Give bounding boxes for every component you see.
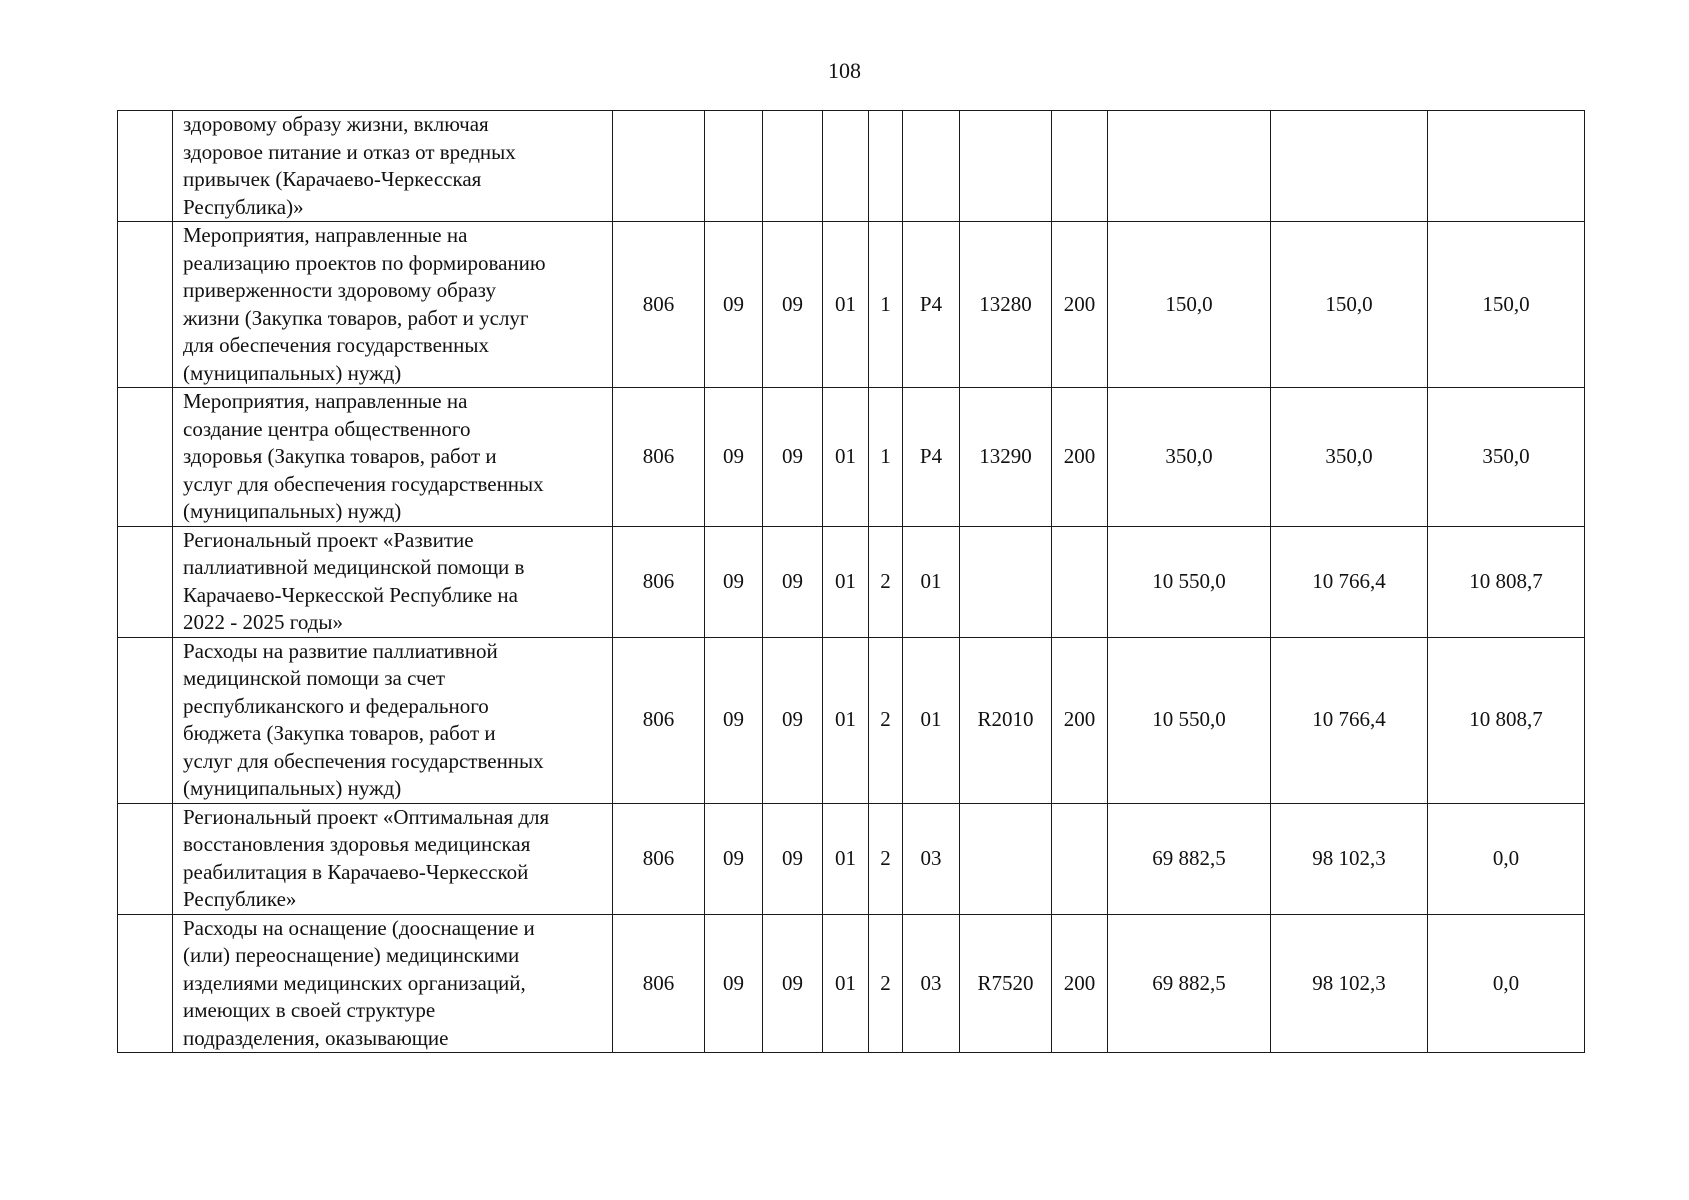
description-line: Республике»: [183, 887, 297, 911]
description-line: здоровому образу жизни, включая: [183, 112, 489, 136]
amount-year-1-cell: 350,0: [1108, 388, 1271, 527]
expense-type-code-cell: [1052, 111, 1108, 222]
amount-year-3-cell: 350,0: [1428, 388, 1585, 527]
amount-year-2-cell: [1271, 111, 1428, 222]
amount-year-2-cell: 10 766,4: [1271, 637, 1428, 803]
description-cell: [173, 222, 613, 388]
event-code-cell: 01: [903, 526, 960, 637]
event-code-cell: [903, 111, 960, 222]
description-line: привычек (Карачаево-Черкесская: [183, 167, 482, 191]
subprogram-code-cell: 2: [869, 914, 903, 1053]
section-code-cell: 09: [705, 637, 763, 803]
program-code-cell: 01: [823, 526, 869, 637]
amount-year-3-cell: 10 808,7: [1428, 637, 1585, 803]
grbs-code-cell: 806: [613, 526, 705, 637]
amount-year-2-cell: 10 766,4: [1271, 526, 1428, 637]
expense-type-code-cell: 200: [1052, 388, 1108, 527]
row-number-cell: [118, 914, 173, 1053]
subsection-code-cell: 09: [763, 222, 823, 388]
description-line: подразделения, оказывающие: [183, 1025, 449, 1050]
description-line: для обеспечения государственных: [183, 333, 489, 357]
table-row: [118, 222, 1585, 388]
description-line: медицинской помощи за счет: [183, 666, 446, 690]
description-cell: [173, 526, 613, 637]
program-code-cell: 01: [823, 914, 869, 1053]
grbs-code-cell: [613, 111, 705, 222]
description-line: услуг для обеспечения государственных: [183, 471, 544, 496]
direction-code-cell: [960, 111, 1052, 222]
grbs-code-cell: 806: [613, 803, 705, 914]
program-code-cell: [823, 111, 869, 222]
description-line: (муниципальных) нужд): [183, 360, 402, 385]
row-number-cell: [118, 222, 173, 388]
description-line: услуг для обеспечения государственных: [183, 748, 544, 773]
table-row: [118, 388, 1585, 527]
direction-code-cell: 13290: [960, 388, 1052, 527]
subsection-code-cell: 09: [763, 803, 823, 914]
direction-code-cell: R2010: [960, 637, 1052, 803]
description-line: Региональный проект «Оптимальная для: [183, 804, 550, 829]
subsection-code-cell: 09: [763, 914, 823, 1053]
event-code-cell: 03: [903, 914, 960, 1053]
direction-code-cell: R7520: [960, 914, 1052, 1053]
description-line: жизни (Закупка товаров, работ и услуг: [183, 305, 529, 330]
grbs-code-cell: 806: [613, 388, 705, 527]
description-line: Республика)»: [183, 194, 304, 219]
amount-year-2-cell: 350,0: [1271, 388, 1428, 527]
description-line: здоровое питание и отказ от вредных: [183, 139, 516, 164]
description-line: приверженности здоровому образу: [183, 278, 497, 302]
description-cell: [173, 803, 613, 914]
description-line: Мероприятия, направленные на: [183, 223, 468, 247]
row-number-cell: [118, 526, 173, 637]
event-code-cell: 03: [903, 803, 960, 914]
page-number: 108: [828, 58, 861, 83]
section-code-cell: 09: [705, 526, 763, 637]
description-cell: [173, 111, 613, 222]
program-code-cell: 01: [823, 803, 869, 914]
description-line: восстановления здоровья медицинская: [183, 832, 531, 856]
subsection-code-cell: [763, 111, 823, 222]
row-number-cell: [118, 111, 173, 222]
amount-year-2-cell: 98 102,3: [1271, 803, 1428, 914]
table-row: [118, 526, 1585, 637]
grbs-code-cell: 806: [613, 222, 705, 388]
description-line: Карачаево-Черкесской Республике на: [183, 582, 518, 607]
grbs-code-cell: 806: [613, 914, 705, 1053]
expense-type-code-cell: [1052, 803, 1108, 914]
amount-year-1-cell: 69 882,5: [1108, 803, 1271, 914]
description-line: создание центра общественного: [183, 416, 471, 441]
amount-year-3-cell: 150,0: [1428, 222, 1585, 388]
amount-year-1-cell: 69 882,5: [1108, 914, 1271, 1053]
table-row: [118, 914, 1585, 1053]
description-line: (муниципальных) нужд): [183, 776, 402, 800]
direction-code-cell: 13280: [960, 222, 1052, 388]
subprogram-code-cell: 2: [869, 803, 903, 914]
amount-year-3-cell: 0,0: [1428, 803, 1585, 914]
description-line: здоровья (Закупка товаров, работ и: [183, 444, 497, 468]
subsection-code-cell: 09: [763, 526, 823, 637]
description-line: изделиями медицинских организаций,: [183, 970, 526, 995]
row-number-cell: [118, 388, 173, 527]
description-line: (или) переоснащение) медицинскими: [183, 943, 520, 967]
description-cell: [173, 388, 613, 527]
program-code-cell: 01: [823, 388, 869, 527]
program-code-cell: 01: [823, 222, 869, 388]
amount-year-2-cell: 150,0: [1271, 222, 1428, 388]
subprogram-code-cell: [869, 111, 903, 222]
expense-type-code-cell: 200: [1052, 637, 1108, 803]
subprogram-code-cell: 2: [869, 637, 903, 803]
expense-type-code-cell: [1052, 526, 1108, 637]
description-line: бюджета (Закупка товаров, работ и: [183, 721, 496, 745]
amount-year-1-cell: 150,0: [1108, 222, 1271, 388]
section-code-cell: 09: [705, 914, 763, 1053]
table-row: [118, 111, 1585, 222]
amount-year-3-cell: 0,0: [1428, 914, 1585, 1053]
subprogram-code-cell: 1: [869, 222, 903, 388]
description-line: Региональный проект «Развитие: [183, 527, 474, 552]
description-cell: [173, 637, 613, 803]
direction-code-cell: [960, 803, 1052, 914]
amount-year-1-cell: 10 550,0: [1108, 526, 1271, 637]
program-code-cell: 01: [823, 637, 869, 803]
expense-type-code-cell: 200: [1052, 222, 1108, 388]
description-line: реабилитация в Карачаево-Черкесской: [183, 859, 529, 884]
section-code-cell: 09: [705, 803, 763, 914]
event-code-cell: 01: [903, 637, 960, 803]
row-number-cell: [118, 637, 173, 803]
expense-type-code-cell: 200: [1052, 914, 1108, 1053]
section-code-cell: [705, 111, 763, 222]
amount-year-1-cell: 10 550,0: [1108, 637, 1271, 803]
section-code-cell: 09: [705, 388, 763, 527]
subsection-code-cell: 09: [763, 388, 823, 527]
event-code-cell: Р4: [903, 222, 960, 388]
description-line: паллиативной медицинской помощи в: [183, 555, 525, 579]
description-line: (муниципальных) нужд): [183, 499, 402, 523]
amount-year-3-cell: [1428, 111, 1585, 222]
table-row: [118, 803, 1585, 914]
subprogram-code-cell: 2: [869, 526, 903, 637]
amount-year-2-cell: 98 102,3: [1271, 914, 1428, 1053]
description-line: Расходы на оснащение (дооснащение и: [183, 915, 535, 940]
table-row: [118, 637, 1585, 803]
table-body: [118, 111, 1585, 1053]
description-line: реализацию проектов по формированию: [183, 250, 546, 275]
section-code-cell: 09: [705, 222, 763, 388]
description-line: 2022 - 2025 годы»: [183, 610, 344, 634]
description-line: имеющих в своей структуре: [183, 998, 436, 1022]
event-code-cell: Р4: [903, 388, 960, 527]
description-cell: [173, 914, 613, 1053]
direction-code-cell: [960, 526, 1052, 637]
subprogram-code-cell: 1: [869, 388, 903, 527]
description-line: республиканского и федерального: [183, 693, 489, 718]
grbs-code-cell: 806: [613, 637, 705, 803]
description-line: Мероприятия, направленные на: [183, 389, 468, 413]
row-number-cell: [118, 803, 173, 914]
amount-year-1-cell: [1108, 111, 1271, 222]
subsection-code-cell: 09: [763, 637, 823, 803]
budget-table: [117, 110, 1585, 1053]
amount-year-3-cell: 10 808,7: [1428, 526, 1585, 637]
description-line: Расходы на развитие паллиативной: [183, 638, 498, 663]
